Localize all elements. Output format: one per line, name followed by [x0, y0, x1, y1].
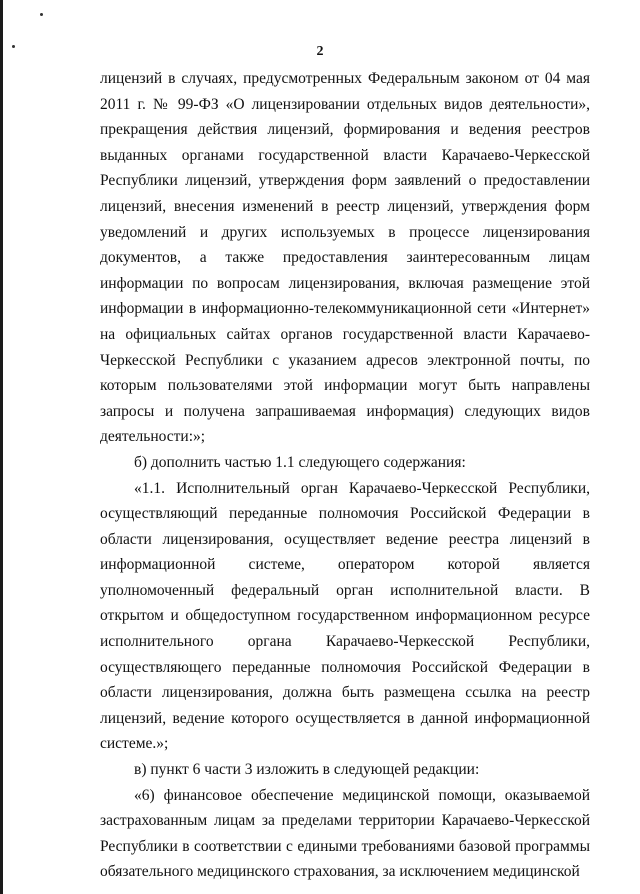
paragraph-part-1-1: «1.1. Исполнительный орган Карачаево-Черкесской Республики, осуществляющий переданные полномочия Российской Федерации в области лицензирования, осуществляет ведение реестра лицензий в информационной системе, оператором которой является уполномоченный федеральный орган исполнительной власти. В открытом и общедоступном государственном информационном ресурсе исполнительного органа Карачаево-Черкесской Республики, осуществляющего переданные полномочия Российской Федерации в области лицензирования, должна быть размещена ссылка на реестр лицензий, ведение которого осуществляется в данной информационной системе.»;: [100, 479, 590, 753]
paragraph-item-v: в) пункт 6 части 3 изложить в следующей редакции:: [134, 761, 480, 779]
scan-speck: [40, 13, 43, 16]
paragraph-license-continuation: лицензий в случаях, предусмотренных Федеральным законом от 04 мая 2011 г. № 99-ФЗ «О лицензировании отдельных видов деятельности», прекращения действия лицензий, формирования и ведения реестров выданных органами государственной власти Карачаево-Черкесской Республики лицензий, утверждения форм заявлений о предоставлении лицензий, внесения изменений в реестр лицензий, утверждения форм уведомлений и других используемых в процессе лицензирования документов, а также предоставления заинтересованным лицам информации по вопросам лицензирования, включая размещение этой информации в информационно-телекоммуникационной сети «Интернет» на официальных сайтах органов государственной власти Карачаево-Черкесской Республики с указанием адресов электронной почты, по которым пользователями этой информации могут быть направлены запросы и получена запрашиваемая информация) следующих видов деятельности:»;: [100, 70, 590, 446]
paragraph-point-6: «6) финансовое обеспечение медицинской помощи, оказываемой застрахованным лицам за пределами территории Карачаево-Черкесской Республики в соответствии с едиными требованиями базовой программы обязательного медицинского страхования, за исключением медицинской: [100, 786, 590, 881]
scan-left-edge: [0, 0, 3, 894]
page-number: 2: [316, 44, 324, 59]
paragraph-item-b: б) дополнить частью 1.1 следующего содержания:: [134, 453, 466, 471]
document-body: [100, 66, 590, 885]
